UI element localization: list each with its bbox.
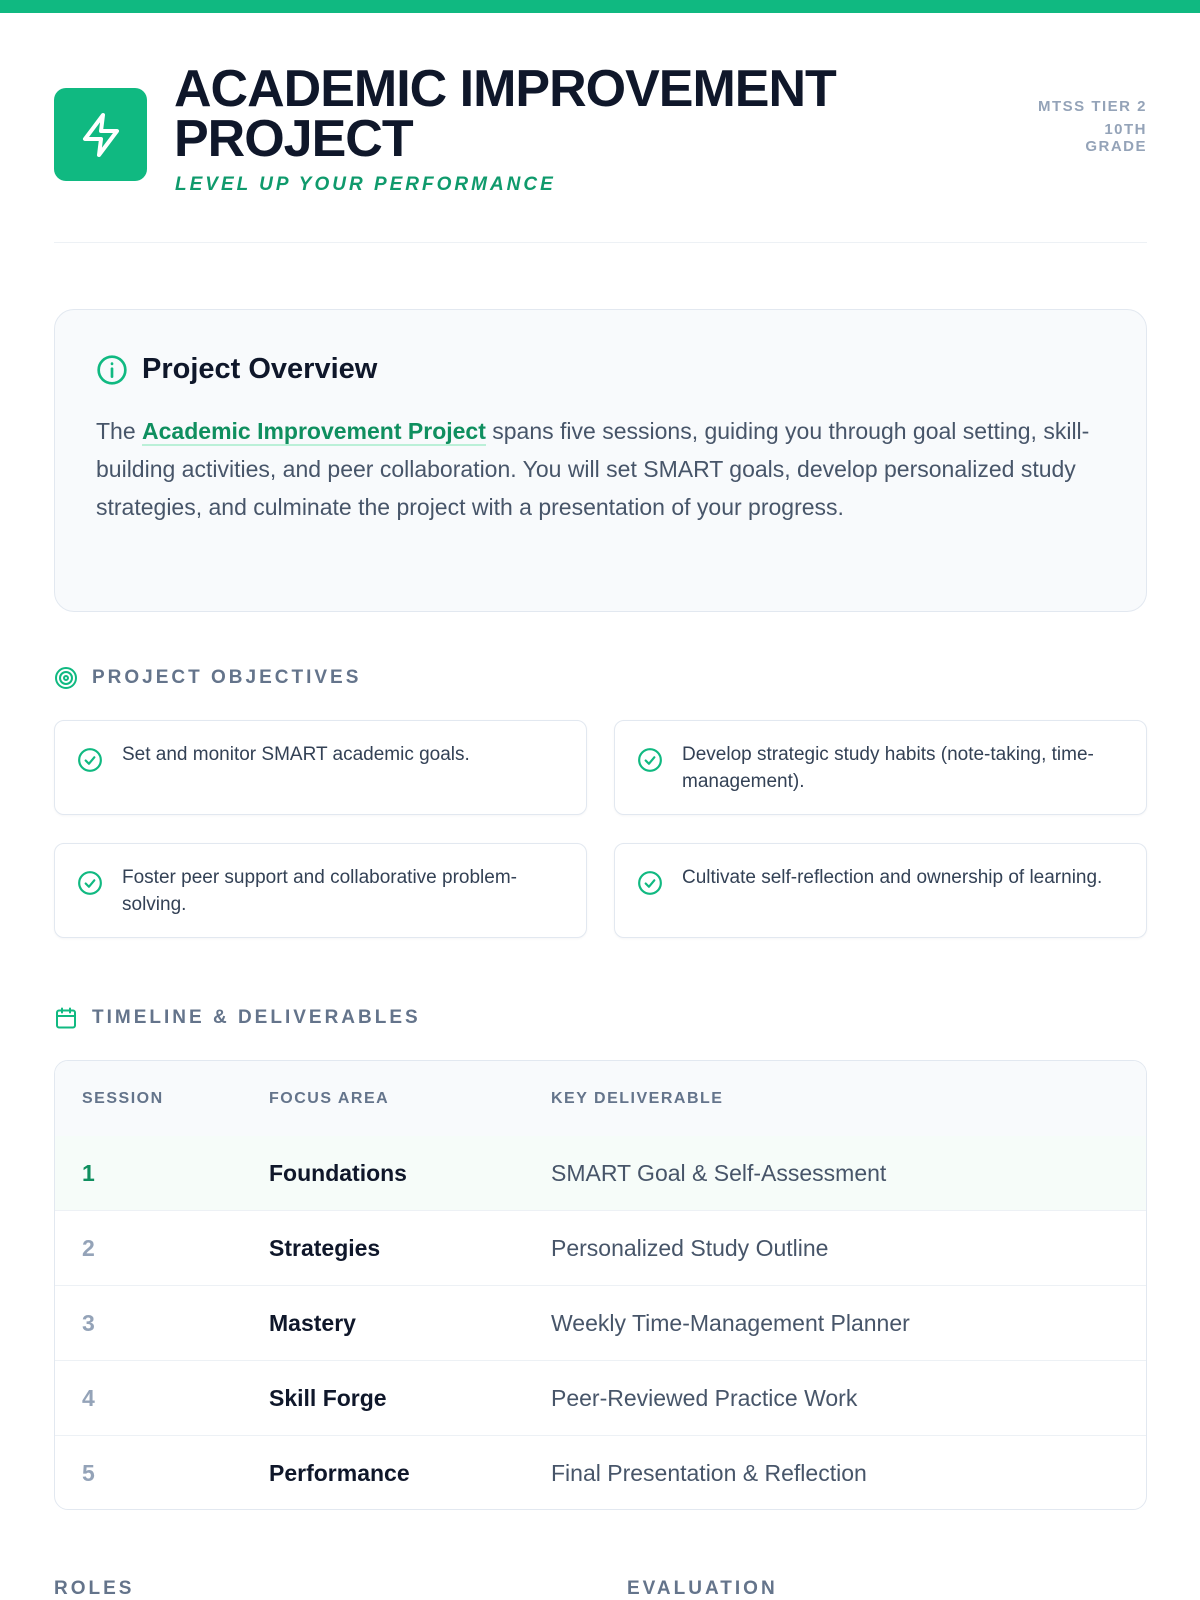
table-row bbox=[55, 1436, 1146, 1510]
check-circle-icon bbox=[637, 747, 663, 773]
session-number: 5 bbox=[82, 1460, 95, 1486]
session-number: 4 bbox=[82, 1385, 95, 1411]
page-header bbox=[54, 60, 1147, 243]
timeline-section-label bbox=[54, 1006, 421, 1030]
check-circle-icon bbox=[77, 747, 103, 773]
check-circle-icon bbox=[77, 870, 103, 896]
top-accent-bar bbox=[0, 0, 1200, 13]
page-subtitle: LEVEL UP YOUR PERFORMANCE bbox=[175, 174, 556, 195]
focus-area: Foundations bbox=[269, 1160, 407, 1186]
key-deliverable: Final Presentation & Reflection bbox=[551, 1460, 867, 1486]
key-deliverable: Personalized Study Outline bbox=[551, 1235, 829, 1261]
objective-text: Develop strategic study habits (note-taking, time-management). bbox=[682, 744, 1094, 792]
objective-text: Set and monitor SMART academic goals. bbox=[122, 744, 470, 765]
evaluation-section-label: EVALUATION bbox=[627, 1578, 778, 1599]
overview-text bbox=[96, 412, 1096, 526]
focus-area: Skill Forge bbox=[269, 1385, 387, 1411]
lightning-bolt-icon bbox=[54, 88, 147, 181]
objective-card bbox=[54, 720, 587, 815]
column-header-focus-area: FOCUS AREA bbox=[269, 1090, 390, 1107]
objective-card bbox=[614, 843, 1147, 938]
focus-area: Strategies bbox=[269, 1235, 381, 1261]
table-row bbox=[55, 1136, 1146, 1211]
table-header bbox=[55, 1061, 1146, 1137]
page-title: ACADEMIC IMPROVEMENT PROJECT bbox=[174, 60, 836, 168]
key-deliverable: SMART Goal & Self-Assessment bbox=[551, 1160, 887, 1186]
table-row bbox=[55, 1211, 1146, 1286]
objective-text: Cultivate self-reflection and ownership of learning. bbox=[682, 867, 1103, 888]
key-deliverable: Peer-Reviewed Practice Work bbox=[551, 1385, 858, 1411]
overview-highlight: Academic Improvement Project bbox=[142, 418, 486, 444]
column-header-key-deliverable: KEY DELIVERABLE bbox=[551, 1090, 724, 1107]
session-number: 2 bbox=[82, 1235, 95, 1261]
objectives-label: PROJECT OBJECTIVES bbox=[92, 667, 362, 688]
objective-text: Foster peer support and collaborative problem-solving. bbox=[122, 867, 517, 915]
tier-label: MTSS TIER 2 bbox=[1037, 98, 1147, 115]
project-overview-card bbox=[54, 309, 1147, 612]
objective-card bbox=[614, 720, 1147, 815]
roles-section-label: ROLES bbox=[54, 1578, 135, 1599]
overview-text-start: The bbox=[96, 418, 143, 444]
objectives-section-label bbox=[54, 666, 361, 690]
key-deliverable: Weekly Time-Management Planner bbox=[551, 1310, 910, 1336]
table-row bbox=[55, 1361, 1146, 1436]
table-row bbox=[55, 1286, 1146, 1361]
info-icon bbox=[96, 354, 128, 386]
target-icon bbox=[54, 666, 78, 690]
session-number: 3 bbox=[82, 1310, 95, 1336]
overview-text-end: spans five sessions, guiding you through goal setting, skill-building activities, and peer collaboration. You will set SMART goals, develop personalized study strategies, and culminate the project with a presentation of your progress. bbox=[96, 418, 1090, 520]
overview-heading: Project Overview bbox=[142, 353, 378, 385]
column-header-session: SESSION bbox=[82, 1090, 164, 1107]
focus-area: Performance bbox=[269, 1460, 410, 1486]
focus-area: Mastery bbox=[269, 1310, 356, 1336]
timeline-label: TIMELINE & DELIVERABLES bbox=[92, 1007, 421, 1028]
calendar-icon bbox=[54, 1006, 78, 1030]
check-circle-icon bbox=[637, 870, 663, 896]
timeline-table bbox=[54, 1060, 1147, 1510]
grade-label: 10TH GRADE bbox=[1085, 121, 1147, 155]
objective-card bbox=[54, 843, 587, 938]
overview-heading-row bbox=[96, 353, 377, 386]
session-number: 1 bbox=[82, 1160, 95, 1186]
header-meta bbox=[1027, 94, 1147, 155]
